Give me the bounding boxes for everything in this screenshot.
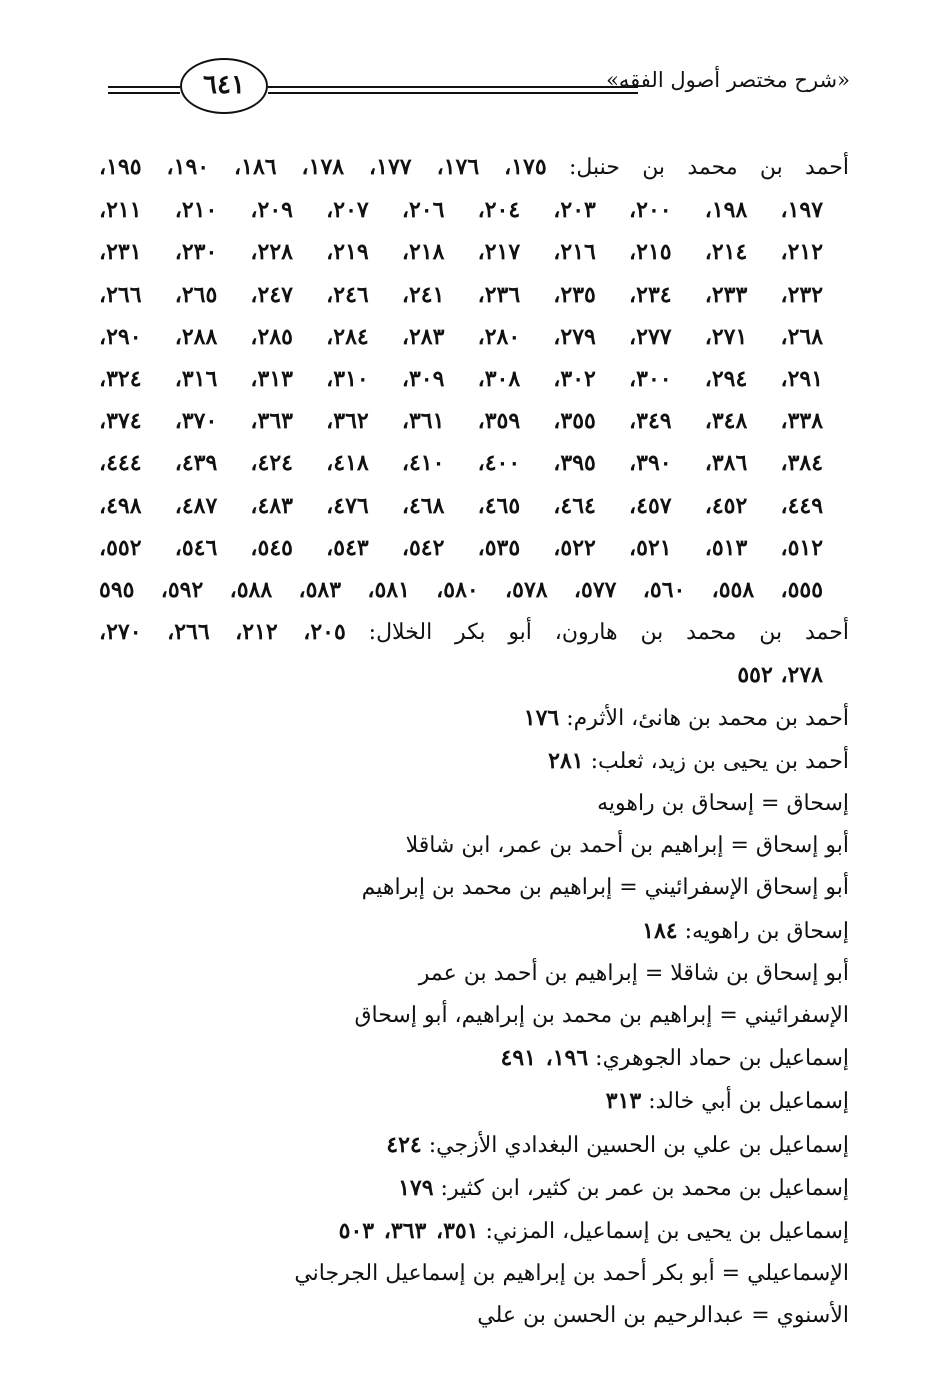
header-rule	[268, 86, 638, 88]
index-cross-reference	[99, 1253, 849, 1295]
entry-pages-continued: ٥١٢، ٥١٣، ٥٢١، ٥٢٢، ٥٣٥، ٥٤٢، ٥٤٣، ٥٤٥، ٥٤٦، ٥٥٢،	[99, 534, 824, 561]
index-entry	[99, 910, 849, 953]
header-rule	[108, 92, 180, 94]
index-entry	[99, 697, 849, 740]
index-body	[99, 146, 849, 1338]
index-entry	[99, 1080, 849, 1123]
entry-name: إسماعيل بن محمد بن عمر بن كثير، ابن كثير:	[440, 1175, 849, 1201]
index-entry	[99, 740, 849, 783]
entry-name: الإسماعيلي = أبو بكر أحمد بن إبراهيم بن إسماعيل الجرجاني	[294, 1261, 849, 1287]
entry-name: أبو إسحاق = إبراهيم بن أحمد بن عمر، ابن شاقلا	[405, 833, 849, 859]
entry-pages: ٣١٣	[605, 1088, 642, 1115]
entry-pages: ١٧٦	[523, 704, 560, 731]
entry-pages: ١٨٤	[642, 917, 678, 944]
index-cross-reference	[99, 1295, 849, 1337]
entry-pages-continued: ٢١٢، ٢١٤، ٢١٥، ٢١٦، ٢١٧، ٢١٨، ٢١٩، ٢٢٨، ٢٣٠، ٢٣١،	[99, 239, 824, 266]
entry-pages: ٣٥١، ٣٦٣، ٥٠٣	[338, 1218, 479, 1245]
entry-name: إسماعيل بن حماد الجوهري:	[595, 1046, 849, 1072]
index-entry	[99, 1037, 849, 1080]
entry-pages-continued: ٣٣٨، ٣٤٨، ٣٤٩، ٣٥٥، ٣٥٩، ٣٦١، ٣٦٢، ٣٦٣، ٣٧٠، ٣٧٤،	[99, 408, 824, 435]
index-entry	[99, 611, 849, 654]
index-cross-reference	[99, 867, 849, 909]
entry-name: أبو إسحاق الإسفرائيني = إبراهيم بن محمد بن إبراهيم	[361, 875, 849, 901]
entry-pages-continued: ٥٥٥، ٥٥٨، ٥٦٠، ٥٧٧، ٥٧٨، ٥٨٠، ٥٨١، ٥٨٣، ٥٨٨، ٥٩٢، ٥٩٥	[99, 577, 824, 604]
entry-pages-continued: ٢٦٨، ٢٧١، ٢٧٧، ٢٧٩، ٢٨٠، ٢٨٣، ٢٨٤، ٢٨٥، ٢٨٨، ٢٩٠،	[99, 323, 824, 350]
entry-pages: ١٩٦، ٤٩١	[500, 1045, 589, 1072]
entry-name: أبو إسحاق بن شاقلا = إبراهيم بن أحمد بن عمر	[418, 960, 849, 986]
entry-pages-continued: ٤٤٩، ٤٥٢، ٤٥٧، ٤٦٤، ٤٦٥، ٤٦٨، ٤٧٦، ٤٨٣، ٤٨٧، ٤٩٨،	[99, 492, 824, 519]
entry-pages: ٢٨١	[548, 747, 584, 774]
index-cross-reference	[99, 825, 849, 867]
entry-pages: ١٧٩	[398, 1174, 434, 1201]
index-entry	[99, 146, 849, 189]
entry-name: أحمد بن محمد بن هانئ، الأثرم:	[566, 705, 849, 731]
entry-pages-continued: ١٩٧، ١٩٨، ٢٠٠، ٢٠٣، ٢٠٤، ٢٠٦، ٢٠٧، ٢٠٩، ٢١٠، ٢١١،	[99, 197, 824, 224]
book-title: «شرح مختصر أصول الفقه»	[606, 68, 850, 92]
header-rule	[268, 92, 638, 94]
entry-pages-continued: ٢٣٢، ٢٣٣، ٢٣٤، ٢٣٥، ٢٣٦، ٢٤١، ٢٤٦، ٢٤٧، ٢٦٥، ٢٦٦،	[99, 281, 824, 308]
entry-name: أحمد بن محمد بن حنبل:	[568, 155, 850, 180]
entry-pages-continued: ٢٩١، ٢٩٤، ٣٠٠، ٣٠٢، ٣٠٨، ٣٠٩، ٣١٠، ٣١٣، ٣١٦، ٣٢٤،	[99, 366, 824, 393]
entry-name: أحمد بن محمد بن هارون، أبو بكر الخلال:	[368, 620, 849, 646]
index-entry	[99, 1167, 849, 1210]
entry-pages-continued: ٢٧٨، ٥٥٢	[737, 662, 823, 689]
index-entry	[99, 1210, 849, 1253]
header-rule	[108, 86, 180, 88]
entry-name: أحمد بن يحيى بن زيد، ثعلب:	[590, 748, 849, 774]
entry-name: الأسنوي = عبدالرحيم بن الحسن بن علي	[477, 1303, 849, 1329]
entry-name: إسماعيل بن يحيى بن إسماعيل، المزني:	[485, 1219, 849, 1245]
entry-pages-continued: ٣٨٤، ٣٨٦، ٣٩٠، ٣٩٥، ٤٠٠، ٤١٠، ٤١٨، ٤٢٤، ٤٣٩، ٤٤٤،	[99, 450, 824, 477]
index-cross-reference	[99, 995, 849, 1037]
entry-name: إسماعيل بن علي بن الحسين البغدادي الأزجي:	[428, 1132, 849, 1158]
entry-name: إسحاق بن راهويه:	[684, 918, 849, 944]
entry-pages: ٤٢٤	[386, 1131, 422, 1158]
page-header	[100, 56, 850, 120]
index-cross-reference	[99, 953, 849, 995]
entry-pages: ١٧٥، ١٧٦، ١٧٧، ١٧٨، ١٨٦، ١٩٠، ١٩٥،	[99, 154, 547, 180]
entry-name: الإسفرائيني = إبراهيم بن محمد بن إبراهيم، أبو إسحاق	[354, 1003, 849, 1029]
index-entry	[99, 1124, 849, 1167]
entry-name: إسحاق = إسحاق بن راهويه	[597, 791, 849, 817]
entry-pages: ٢٠٥، ٢١٢، ٢٦٦، ٢٧٠،	[99, 619, 346, 646]
page-number: ٦٤١	[180, 58, 268, 114]
index-cross-reference	[99, 783, 849, 825]
entry-name: إسماعيل بن أبي خالد:	[648, 1089, 849, 1115]
